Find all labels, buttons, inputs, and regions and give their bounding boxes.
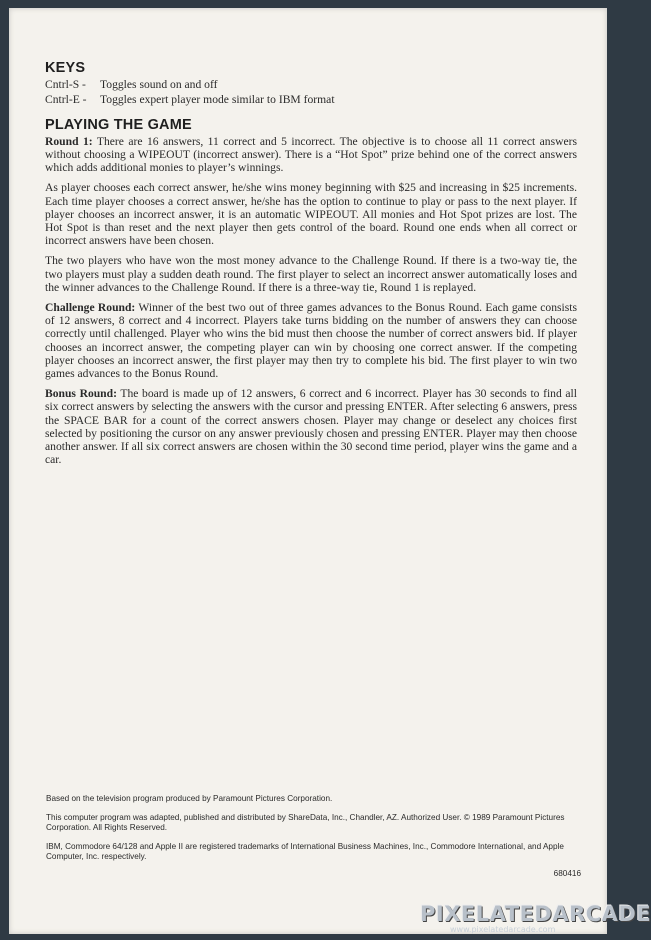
footer-adapted: This computer program was adapted, published and distributed by ShareData, Inc., Chandler, AZ. Authorized User. © 1989 Paramount Pictures Corporation. All Rights Reserved.	[46, 812, 565, 833]
bonus-paragraph	[45, 387, 577, 466]
round1-label: Round 1:	[45, 134, 93, 148]
key-description: Toggles expert player mode similar to IBM format	[100, 93, 335, 107]
product-code: 680416	[553, 868, 581, 878]
footer-based-on: Based on the television program produced by Paramount Pictures Corporation.	[46, 794, 333, 803]
money-paragraph: As player chooses each correct answer, he/she wins money beginning with $25 and increasing in $25 increments. Each time player chooses a correct answer, he/she has the option to continue to play or pass to the next player. If player chooses an incorrect answer, it is an automatic WIPEOUT. All monies and Hot Spot prizes are lost. The Hot Spot is than reset and the next player then gets control of the board. Round one ends when all correct or incorrect answers have been chosen.	[45, 181, 577, 248]
watermark-url: www.pixelatedarcade.com	[450, 925, 556, 934]
key-row-sound	[45, 78, 577, 91]
challenge-paragraph	[45, 301, 577, 380]
watermark-logo: PIXELATEDARCADE	[420, 902, 651, 926]
key-name: Cntrl-E -	[45, 93, 87, 107]
playing-heading: PLAYING THE GAME	[45, 116, 192, 133]
key-description: Toggles sound on and off	[100, 78, 218, 92]
round1-text: There are 16 answers, 11 correct and 5 incorrect. The objective is to choose all 11 correct answers without choosing a WIPEOUT (incorrect answer). There is a “Hot Spot” prize behind one of the correct answers which adds additional monies to player’s winnings.	[45, 134, 577, 175]
round1-paragraph	[45, 135, 577, 175]
bonus-label: Bonus Round:	[45, 387, 117, 401]
footer-trademarks: IBM, Commodore 64/128 and Apple II are registered trademarks of International Business Machines, Inc., Commodore International, and Apple Computer, Inc. respectively.	[46, 841, 564, 862]
key-name: Cntrl-S -	[45, 78, 86, 92]
manual-page	[9, 8, 607, 934]
footer	[46, 794, 581, 880]
manual-content	[45, 62, 577, 473]
challenge-label: Challenge Round:	[45, 301, 136, 315]
tie-paragraph: The two players who have won the most money advance to the Challenge Round. If there is a two-way tie, the two players must play a sudden death round. The first player to select an incorrect answer automatically loses and the winner advances to the Challenge Round. If there is a three-way tie, Round 1 is replayed.	[45, 254, 577, 294]
challenge-text: Winner of the best two out of three games advances to the Bonus Round. Each game consists of 12 answers, 8 correct and 4 incorrect. Players take turns bidding on the number of answers they can choose correctly until challenged. Player who wins the bid must then choose the number of correct answers bid. If player chooses an incorrect answer, the competing player can win by choosing one correct answer. If the competing player chooses an incorrect answer, the first player may then try to complete his bid. The first player to win two games advances to the Bonus Round.	[45, 301, 577, 381]
keys-heading: KEYS	[45, 60, 86, 76]
bonus-text: The board is made up of 12 answers, 6 correct and 6 incorrect. Player has 30 seconds to find all six correct answers by selecting the answers with the cursor and pressing ENTER. After selecting 6 answers, press the SPACE BAR for a count of the correct answers chosen. Player may change or deselect any choices first selected by positioning the cursor on any answer previously chosen and pressing ENTER. Player may then choose another answer. If all six correct answers are chosen within the 30 second time period, player wins the game and a car.	[45, 387, 577, 467]
key-row-expert	[45, 93, 577, 106]
